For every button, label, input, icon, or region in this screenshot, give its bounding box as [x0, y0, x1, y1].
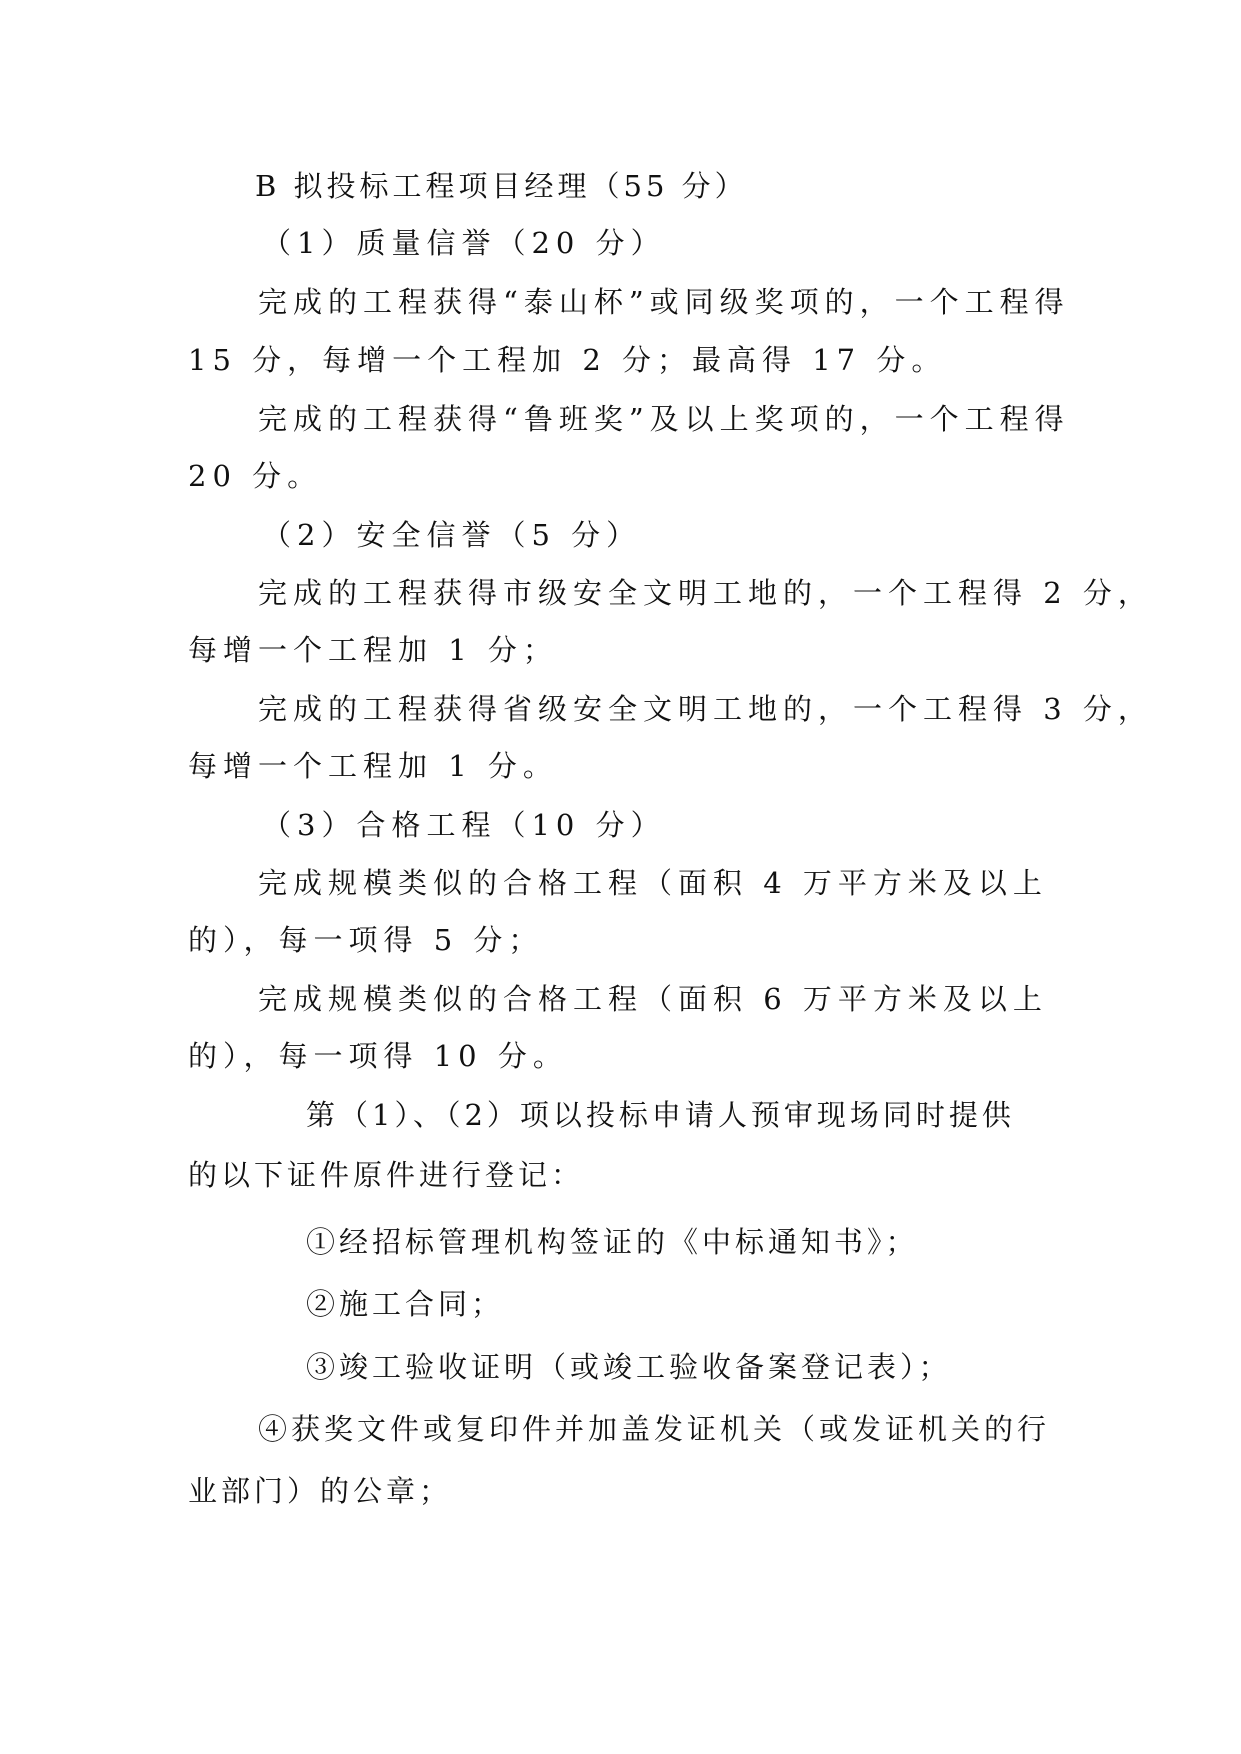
quality-paragraph-1-line-1: 完成的工程获得“泰山杯”或同级奖项的，一个工程得: [258, 285, 1070, 319]
safety-paragraph-1-line-2: 每增一个工程加 1 分；: [188, 633, 558, 667]
note-line-2: 的以下证件原件进行登记：: [188, 1158, 585, 1192]
safety-paragraph-2-line-2: 每增一个工程加 1 分。: [188, 749, 558, 783]
note-line-1: 第（1）、（2）项以投标申请人预审现场同时提供: [306, 1098, 1015, 1132]
note-item-4-line-2: 业部门）的公章；: [188, 1474, 453, 1508]
quality-heading: （1）质量信誉（20 分）: [262, 226, 666, 260]
note-item-2: ②施工合同；: [306, 1287, 505, 1321]
qualified-heading: （3）合格工程（10 分）: [262, 808, 666, 842]
quality-paragraph-2-line-1: 完成的工程获得“鲁班奖”及以上奖项的，一个工程得: [258, 402, 1070, 436]
safety-heading: （2）安全信誉（5 分）: [262, 518, 642, 552]
note-item-4-line-1: ④获奖文件或复印件并加盖发证机关（或发证机关的行: [258, 1412, 1051, 1446]
qualified-paragraph-1-line-2: 的），每一项得 5 分；: [188, 923, 544, 957]
section-title: B 拟投标工程项目经理（55 分）: [255, 169, 748, 203]
qualified-paragraph-2-line-1: 完成规模类似的合格工程（面积 6 万平方米及以上: [258, 982, 1048, 1016]
note-item-3: ③竣工验收证明（或竣工验收备案登记表）；: [306, 1350, 952, 1384]
quality-paragraph-2-line-2: 20 分。: [188, 459, 323, 493]
quality-paragraph-1-line-2: 15 分，每增一个工程加 2 分；最高得 17 分。: [188, 343, 947, 377]
safety-paragraph-2-line-1: 完成的工程获得省级安全文明工地的，一个工程得 3 分，: [258, 692, 1153, 726]
note-item-1: ①经招标管理机构签证的《中标通知书》；: [306, 1225, 919, 1259]
safety-paragraph-1-line-1: 完成的工程获得市级安全文明工地的，一个工程得 2 分，: [258, 576, 1153, 610]
qualified-paragraph-2-line-2: 的），每一项得 10 分。: [188, 1039, 568, 1073]
qualified-paragraph-1-line-1: 完成规模类似的合格工程（面积 4 万平方米及以上: [258, 866, 1048, 900]
